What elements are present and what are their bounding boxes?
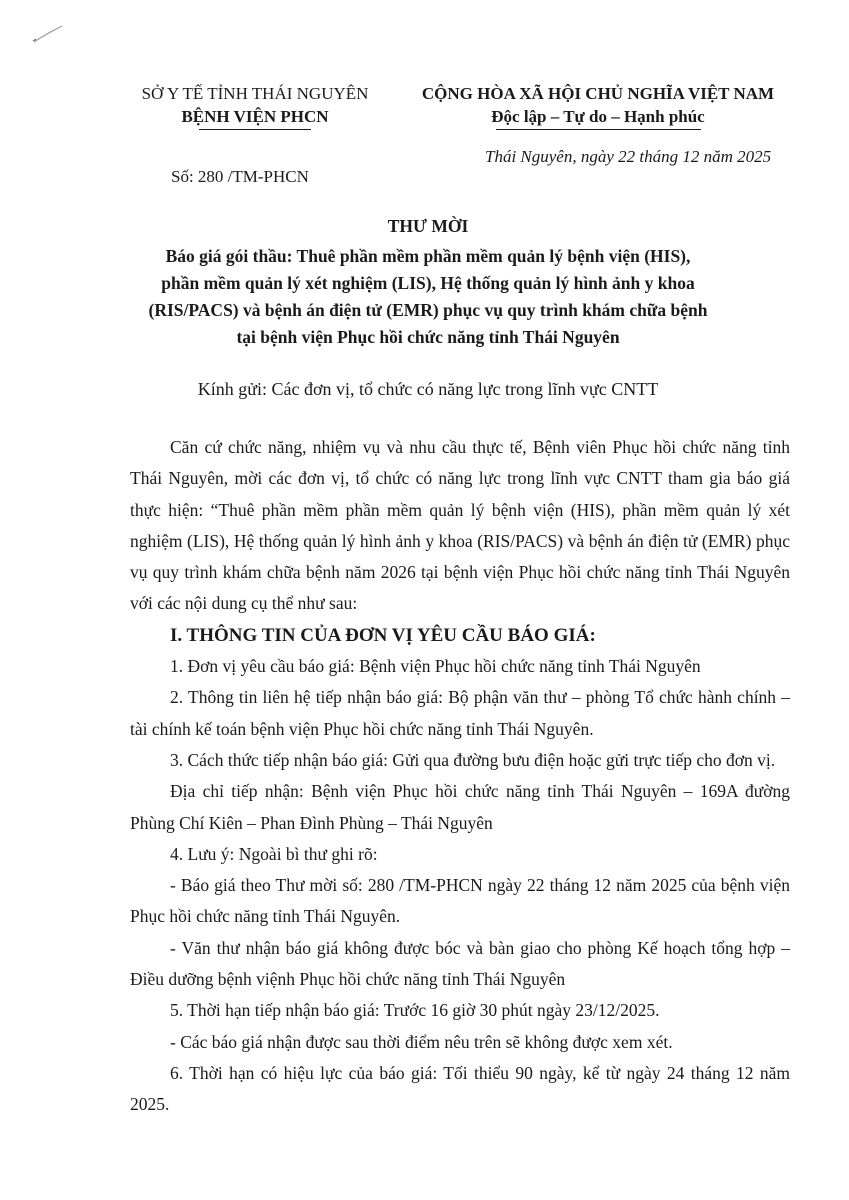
list-item: 5. Thời hạn tiếp nhận báo giá: Trước 16 giờ 30 phút ngày 23/12/2025. [170, 1000, 660, 1021]
hospital-name: BỆNH VIỆN PHCN [181, 107, 329, 126]
list-item: - Báo giá theo Thư mời số: 280 /TM-PHCN ngày 22 tháng 12 năm 2025 của bệnh viện Phục hồi chức năng tỉnh Thái Nguyên. [130, 875, 790, 927]
hospital-underline [199, 129, 311, 130]
list-item: - Văn thư nhận báo giá không được bóc và bàn giao cho phòng Kế hoạch tổng hợp – Điều dưỡng bệnh việnh Phục hồi chức năng tỉnh Thái Nguyên [130, 937, 790, 990]
recipient-line: Kính gửi: Các đơn vị, tổ chức có năng lực trong lĩnh vực CNTT [197, 379, 659, 399]
section-heading: I. THÔNG TIN CỦA ĐƠN VỊ YÊU CẦU BÁO GIÁ: [170, 624, 596, 646]
document-body [130, 432, 790, 1121]
document-heading: THƯ MỜI [387, 216, 469, 236]
subject-line: tại bệnh viện Phục hồi chức năng tỉnh Thái Nguyên [236, 327, 620, 347]
national-header [395, 82, 801, 130]
list-item: 3. Cách thức tiếp nhận báo giá: Gửi qua đường bưu điện hoặc gửi trực tiếp cho đơn vị. [170, 749, 776, 770]
document-number: Số: 280 /TM-PHCN [171, 167, 309, 186]
list-item: 1. Đơn vị yêu cầu báo giá: Bệnh viện Phục hồi chức năng tỉnh Thái Nguyên [170, 656, 701, 677]
list-item: 2. Thông tin liên hệ tiếp nhận báo giá: Bộ phận văn thư – phòng Tổ chức hành chính – tài chính kế toán bệnh viện Phục hồi chức năng tỉnh Thái Nguyên. [130, 687, 790, 739]
nation-name: CỘNG HÒA XÃ HỘI CHỦ NGHĨA VIỆT NAM [421, 84, 775, 103]
place-date: Thái Nguyên, ngày 22 tháng 12 năm 2025 [485, 147, 772, 166]
list-item: - Các báo giá nhận được sau thời điểm nêu trên sẽ không được xem xét. [170, 1031, 673, 1052]
subject-line: phần mềm quản lý xét nghiệm (LIS), Hệ thống quản lý hình ảnh y khoa [161, 273, 695, 293]
list-item: 4. Lưu ý: Ngoài bì thư ghi rõ: [170, 843, 378, 864]
motto-underline [496, 129, 701, 130]
agency-name: SỞ Y TẾ TỈNH THÁI NGUYÊN [141, 84, 369, 103]
motto: Độc lập – Tự do – Hạnh phúc [491, 107, 705, 126]
issuer-header [120, 82, 390, 130]
subject-line: Báo giá gói thầu: Thuê phần mềm phần mềm quản lý bệnh viện (HIS), [165, 246, 691, 266]
scan-mark [28, 18, 78, 48]
subject-line: (RIS/PACS) và bệnh án điện tử (EMR) phục vụ quy trình khám chữa bệnh [148, 300, 708, 320]
list-item: 6. Thời hạn có hiệu lực của báo giá: Tối thiểu 90 ngày, kể từ ngày 24 tháng 12 năm 2025. [130, 1062, 790, 1115]
intro-paragraph: Căn cứ chức năng, nhiệm vụ và nhu cầu thực tế, Bệnh viên Phục hồi chức năng tỉnh Thái Nguyên, mời các đơn vị, tổ chức có năng lực trong lĩnh vực CNTT tham gia báo giá thực hiện: “Thuê phần mềm phần mềm quản lý bệnh viện (HIS), phần mềm quản lý xét nghiệm (LIS), Hệ thống quản lý hình ảnh y khoa (RIS/PACS) và bệnh án điện tử (EMR) phục vụ quy trình khám chữa bệnh năm 2026 tại bệnh viện Phục hồi chức năng tỉnh Thái Nguyên với các nội dung cụ thể như sau: [130, 437, 790, 614]
list-item: Địa chỉ tiếp nhận: Bệnh viện Phục hồi chức năng tỉnh Thái Nguyên – 169A đường Phùng Chí Kiên – Phan Đình Phùng – Thái Nguyên [130, 781, 790, 833]
title-block [108, 213, 748, 351]
